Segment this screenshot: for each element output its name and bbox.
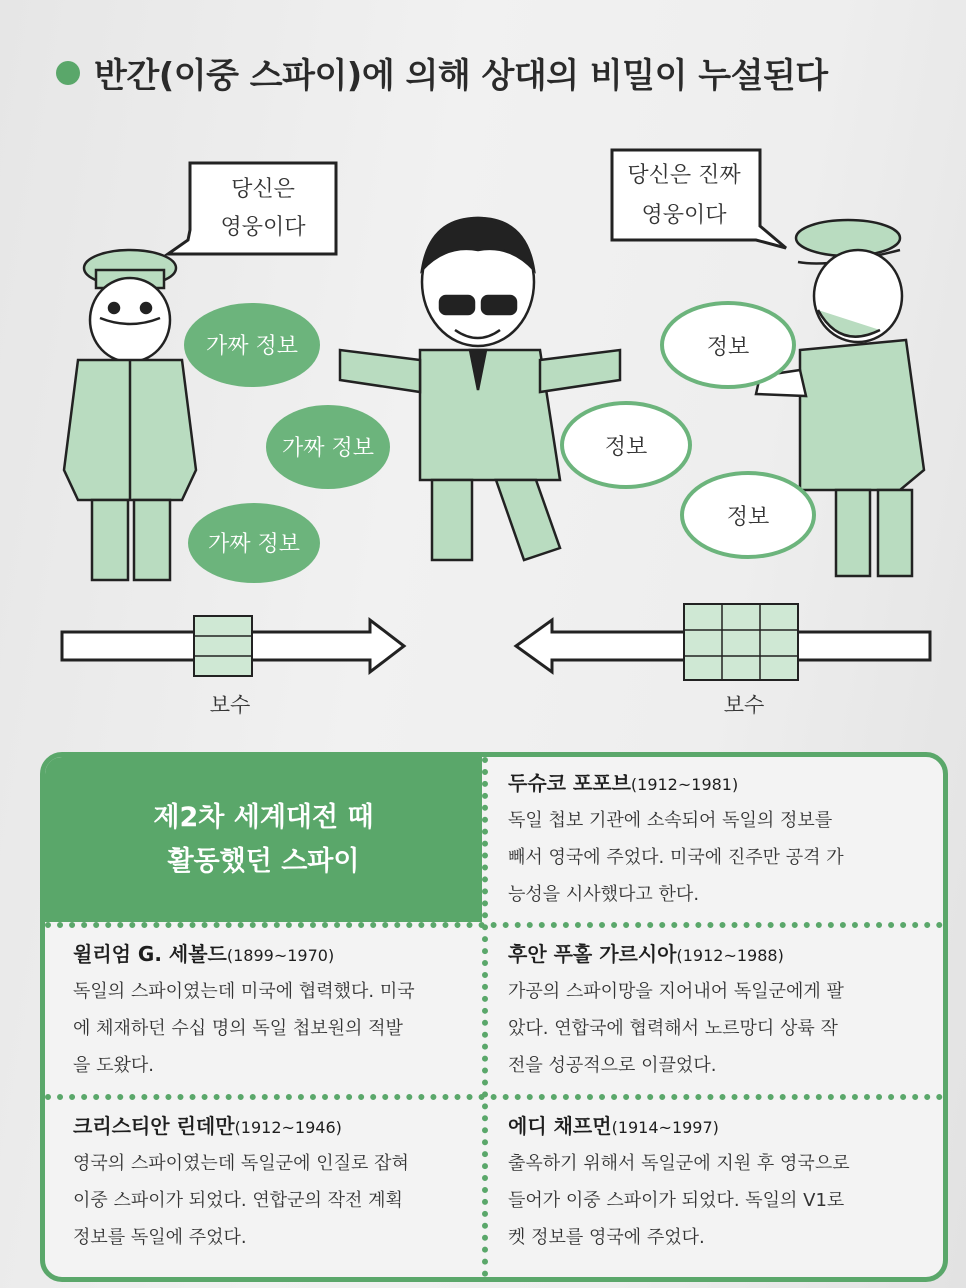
right-speech-line2: 영웅이다 [641, 203, 727, 228]
page-title: 반간(이중 스파이)에 의해 상대의 비밀이 누설된다 [56, 48, 828, 97]
left-speech-line2: 영웅이다 [220, 215, 306, 240]
real-info-3: 정보 [726, 505, 770, 530]
spy-entry-pujol: 후안 푸홀 가르시아(1912~1988) 가공의 스파이망을 지어내어 독일군에게 팔 았다. 연합국에 협력해서 노르망디 상륙 작 전을 성공적으로 이끌었다. [508, 942, 844, 1076]
fake-info-3: 가짜 정보 [207, 532, 301, 557]
reward-arrow-right [516, 604, 930, 680]
spy-entry-chapman: 에디 채프먼(1914~1997) 출옥하기 위해서 독일군에 지원 후 영국으로 들어가 이중 스파이가 되었다. 독일의 V1로 켓 정보를 영국에 주었다. [508, 1114, 850, 1248]
right-speech-bubble [612, 150, 786, 248]
left-speech-line1: 당신은 [231, 177, 295, 202]
reward-label-left: 보수 [209, 693, 251, 717]
spy-entry-popov: 두슈코 포포브(1912~1981) 독일 첩보 기관에 소속되어 독일의 정보를 빼서 영국에 주었다. 미국에 진주만 공격 가 능성을 시사했다고 한다. [508, 771, 844, 905]
real-info-1: 정보 [706, 335, 750, 360]
real-info-2: 정보 [604, 435, 648, 460]
spy-entry-lindemans: 크리스티안 린데만(1912~1946) 영국의 스파이였는데 독일군에 인질로 잡혀 이중 스파이가 되었다. 연합군의 작전 계획 정보를 독일에 주었다. [73, 1114, 409, 1248]
box-header [45, 757, 482, 922]
spy-info-box [40, 752, 948, 1282]
spy-entry-sebold: 윌리엄 G. 세볼드(1899~1970) 독일의 스파이였는데 미국에 협력했다. 미국 에 체재하던 수십 명의 독일 첩보원의 적발 을 도왔다. [73, 942, 415, 1076]
fake-info-1: 가짜 정보 [205, 334, 299, 359]
double-spy-figure [340, 218, 620, 560]
fake-info-bubbles [184, 303, 390, 583]
reward-label-right: 보수 [723, 693, 765, 717]
fake-info-2: 가짜 정보 [281, 436, 375, 461]
real-info-bubbles [562, 303, 814, 557]
reward-arrow-left [62, 616, 404, 676]
left-speech-bubble [168, 163, 336, 254]
box-header-line1: 제2차 세계대전 때 [153, 801, 374, 833]
right-speech-line1: 당신은 진짜 [627, 163, 741, 188]
left-officer-figure [64, 250, 196, 580]
box-header-line2: 활동했던 스파이 [167, 845, 360, 877]
